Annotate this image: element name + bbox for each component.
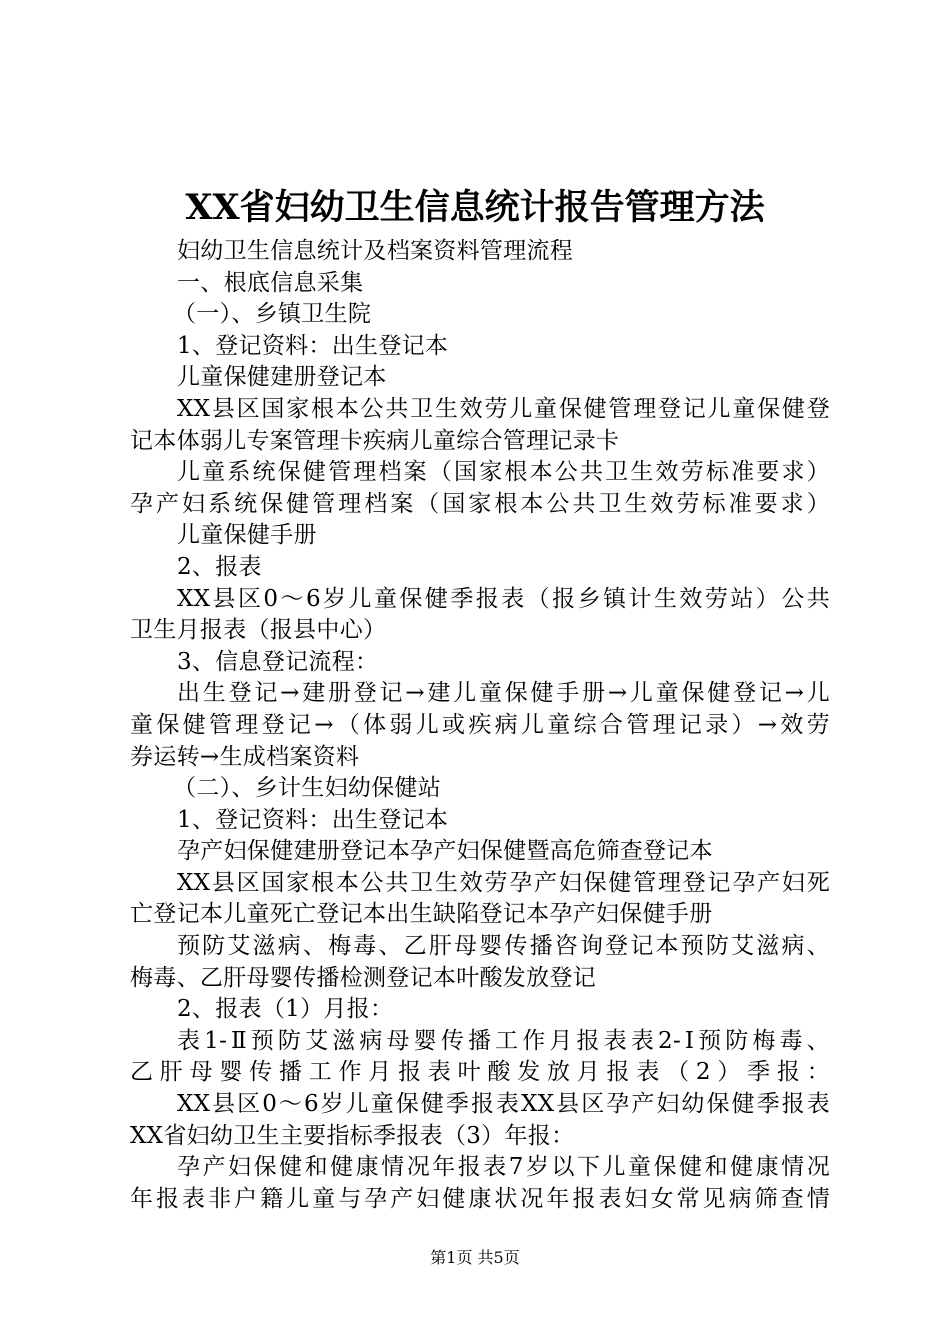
- section-heading: 一、根底信息采集: [177, 269, 364, 296]
- paragraph-line: XX县区0～6岁儿童保健季报表XX县区孕产妇幼保健季报表: [177, 1091, 830, 1118]
- paragraph-line: 记本体弱儿专案管理卡疾病儿童综合管理记录卡: [130, 427, 620, 454]
- paragraph-line: 表1-Ⅱ预防艾滋病母婴传播工作月报表表2-Ⅰ预防梅毒、: [177, 1027, 830, 1054]
- paragraph-line: 年报表非户籍儿童与孕产妇健康状况年报表妇女常见病筛查情: [130, 1185, 830, 1212]
- paragraph-line: 儿童保健手册: [177, 522, 317, 549]
- page-footer: 第1页 共5页: [430, 1248, 520, 1267]
- paragraph-line: XX县区0～6岁儿童保健季报表（报乡镇计生效劳站）公共: [177, 585, 830, 612]
- paragraph-line: 孕产妇系统保健管理档案（国家根本公共卫生效劳标准要求）: [130, 490, 830, 517]
- paragraph-line: 乙肝母婴传播工作月报表叶酸发放月报表（2）季报：: [130, 1059, 830, 1086]
- paragraph-line: 券运转→生成档案资料: [130, 743, 360, 770]
- paragraph-line: 孕产妇保健和健康情况年报表7岁以下儿童保健和健康情况: [177, 1154, 830, 1181]
- paragraph-line: 孕产妇保健建册登记本孕产妇保健暨高危筛查登记本: [177, 838, 713, 865]
- paragraph-line: 梅毒、乙肝母婴传播检测登记本叶酸发放登记: [130, 964, 596, 991]
- document-body: [130, 236, 830, 1215]
- paragraph-line: 3、信息登记流程：: [177, 648, 379, 675]
- document-title: XX省妇幼卫生信息统计报告管理方法: [185, 187, 765, 228]
- paragraph-line: 童保健管理登记→（体弱儿或疾病儿童综合管理记录）→效劳: [130, 711, 830, 738]
- paragraph-line: XX县区国家根本公共卫生效劳孕产妇保健管理登记孕产妇死: [177, 869, 830, 896]
- paragraph-line: 2、报表: [177, 553, 262, 580]
- subsection-heading: （一）、乡镇卫生院: [173, 301, 372, 328]
- paragraph-line: 卫生月报表（报县中心）: [130, 617, 387, 644]
- subsection-heading: （二）、乡计生妇幼保健站: [173, 775, 442, 802]
- paragraph-line: 亡登记本儿童死亡登记本出生缺陷登记本孕产妇保健手册: [130, 901, 713, 928]
- paragraph-line: XX省妇幼卫生主要指标季报表（3）年报：: [130, 1122, 575, 1149]
- paragraph-line: 预防艾滋病、梅毒、乙肝母婴传播咨询登记本预防艾滋病、: [177, 933, 830, 960]
- paragraph-line: 妇幼卫生信息统计及档案资料管理流程: [177, 238, 574, 264]
- paragraph-line: 1、登记资料：出生登记本: [177, 806, 449, 833]
- paragraph-line: 儿童系统保健管理档案（国家根本公共卫生效劳标准要求）: [177, 459, 830, 486]
- paragraph-line: 2、报表（1）月报：: [177, 996, 394, 1023]
- paragraph-line: 儿童保健建册登记本: [177, 364, 387, 391]
- paragraph-line: 出生登记→建册登记→建儿童保健手册→儿童保健登记→儿: [177, 680, 830, 707]
- paragraph-line: 1、登记资料：出生登记本: [177, 332, 449, 359]
- paragraph-line: XX县区国家根本公共卫生效劳儿童保健管理登记儿童保健登: [177, 395, 830, 422]
